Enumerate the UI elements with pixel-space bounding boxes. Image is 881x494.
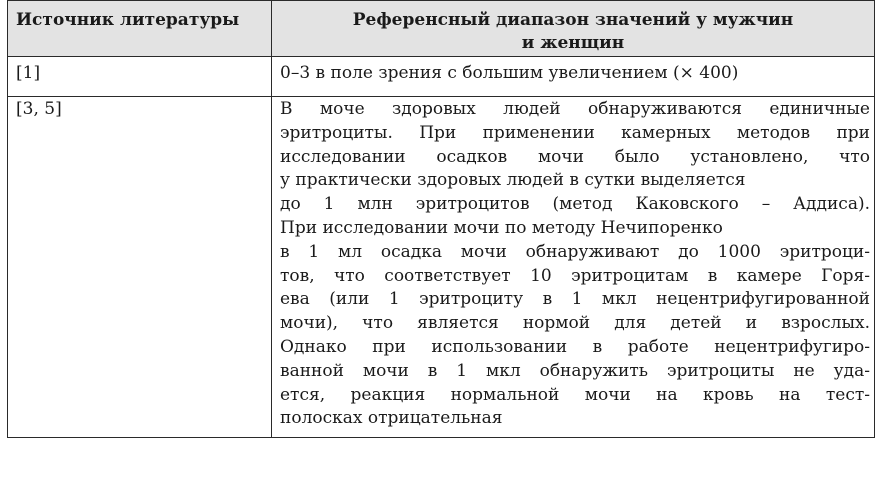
value-line: эритроциты. При применении камерных методов при	[280, 122, 870, 143]
value-line: у практически здоровых людей в сутки выделяется	[280, 170, 746, 191]
value-line: исследовании осадков мочи было установлено, что	[280, 146, 870, 167]
value-cell	[272, 57, 875, 97]
value-line: до 1 млн эритроцитов (метод Каковского – Аддиса).	[280, 194, 870, 215]
table-row	[8, 97, 875, 438]
value-line: Однако при использовании в работе нецентрифугиро-	[280, 336, 870, 357]
table-header-row	[8, 1, 875, 57]
value-line: тов, что соответствует 10 эритроцитам в камере Горя-	[280, 265, 870, 286]
value-line: ванной мочи в 1 мкл обнаружить эритроциты не уда-	[280, 360, 870, 381]
header-reference-range	[272, 1, 875, 57]
value-line: 0–3 в поле зрения с большим увеличением (× 400)	[280, 63, 739, 83]
value-line: полосках отрицательная	[280, 408, 503, 429]
header-range-line: и женщин	[521, 33, 625, 53]
source-cell: [3, 5]	[8, 97, 272, 438]
value-line: в 1 мл осадка мочи обнаруживают до 1000 эритроци-	[280, 241, 870, 262]
value-line: ева (или 1 эритроциту в 1 мкл нецентрифугированной	[280, 289, 870, 310]
value-line: мочи), что является нормой для детей и взрослых.	[280, 313, 870, 334]
reference-range-table	[7, 0, 875, 438]
header-range-line: Референсный диапазон значений у мужчин	[352, 10, 794, 30]
table-row	[8, 57, 875, 97]
value-line: В моче здоровых людей обнаруживаются единичные	[280, 99, 870, 119]
header-source: Источник литературы	[8, 1, 272, 57]
source-cell: [1]	[8, 57, 272, 97]
value-line: ется, реакция нормальной мочи на кровь на тест-	[280, 384, 870, 405]
value-line: При исследовании мочи по методу Нечипоренко	[280, 217, 723, 238]
value-cell	[272, 97, 875, 438]
